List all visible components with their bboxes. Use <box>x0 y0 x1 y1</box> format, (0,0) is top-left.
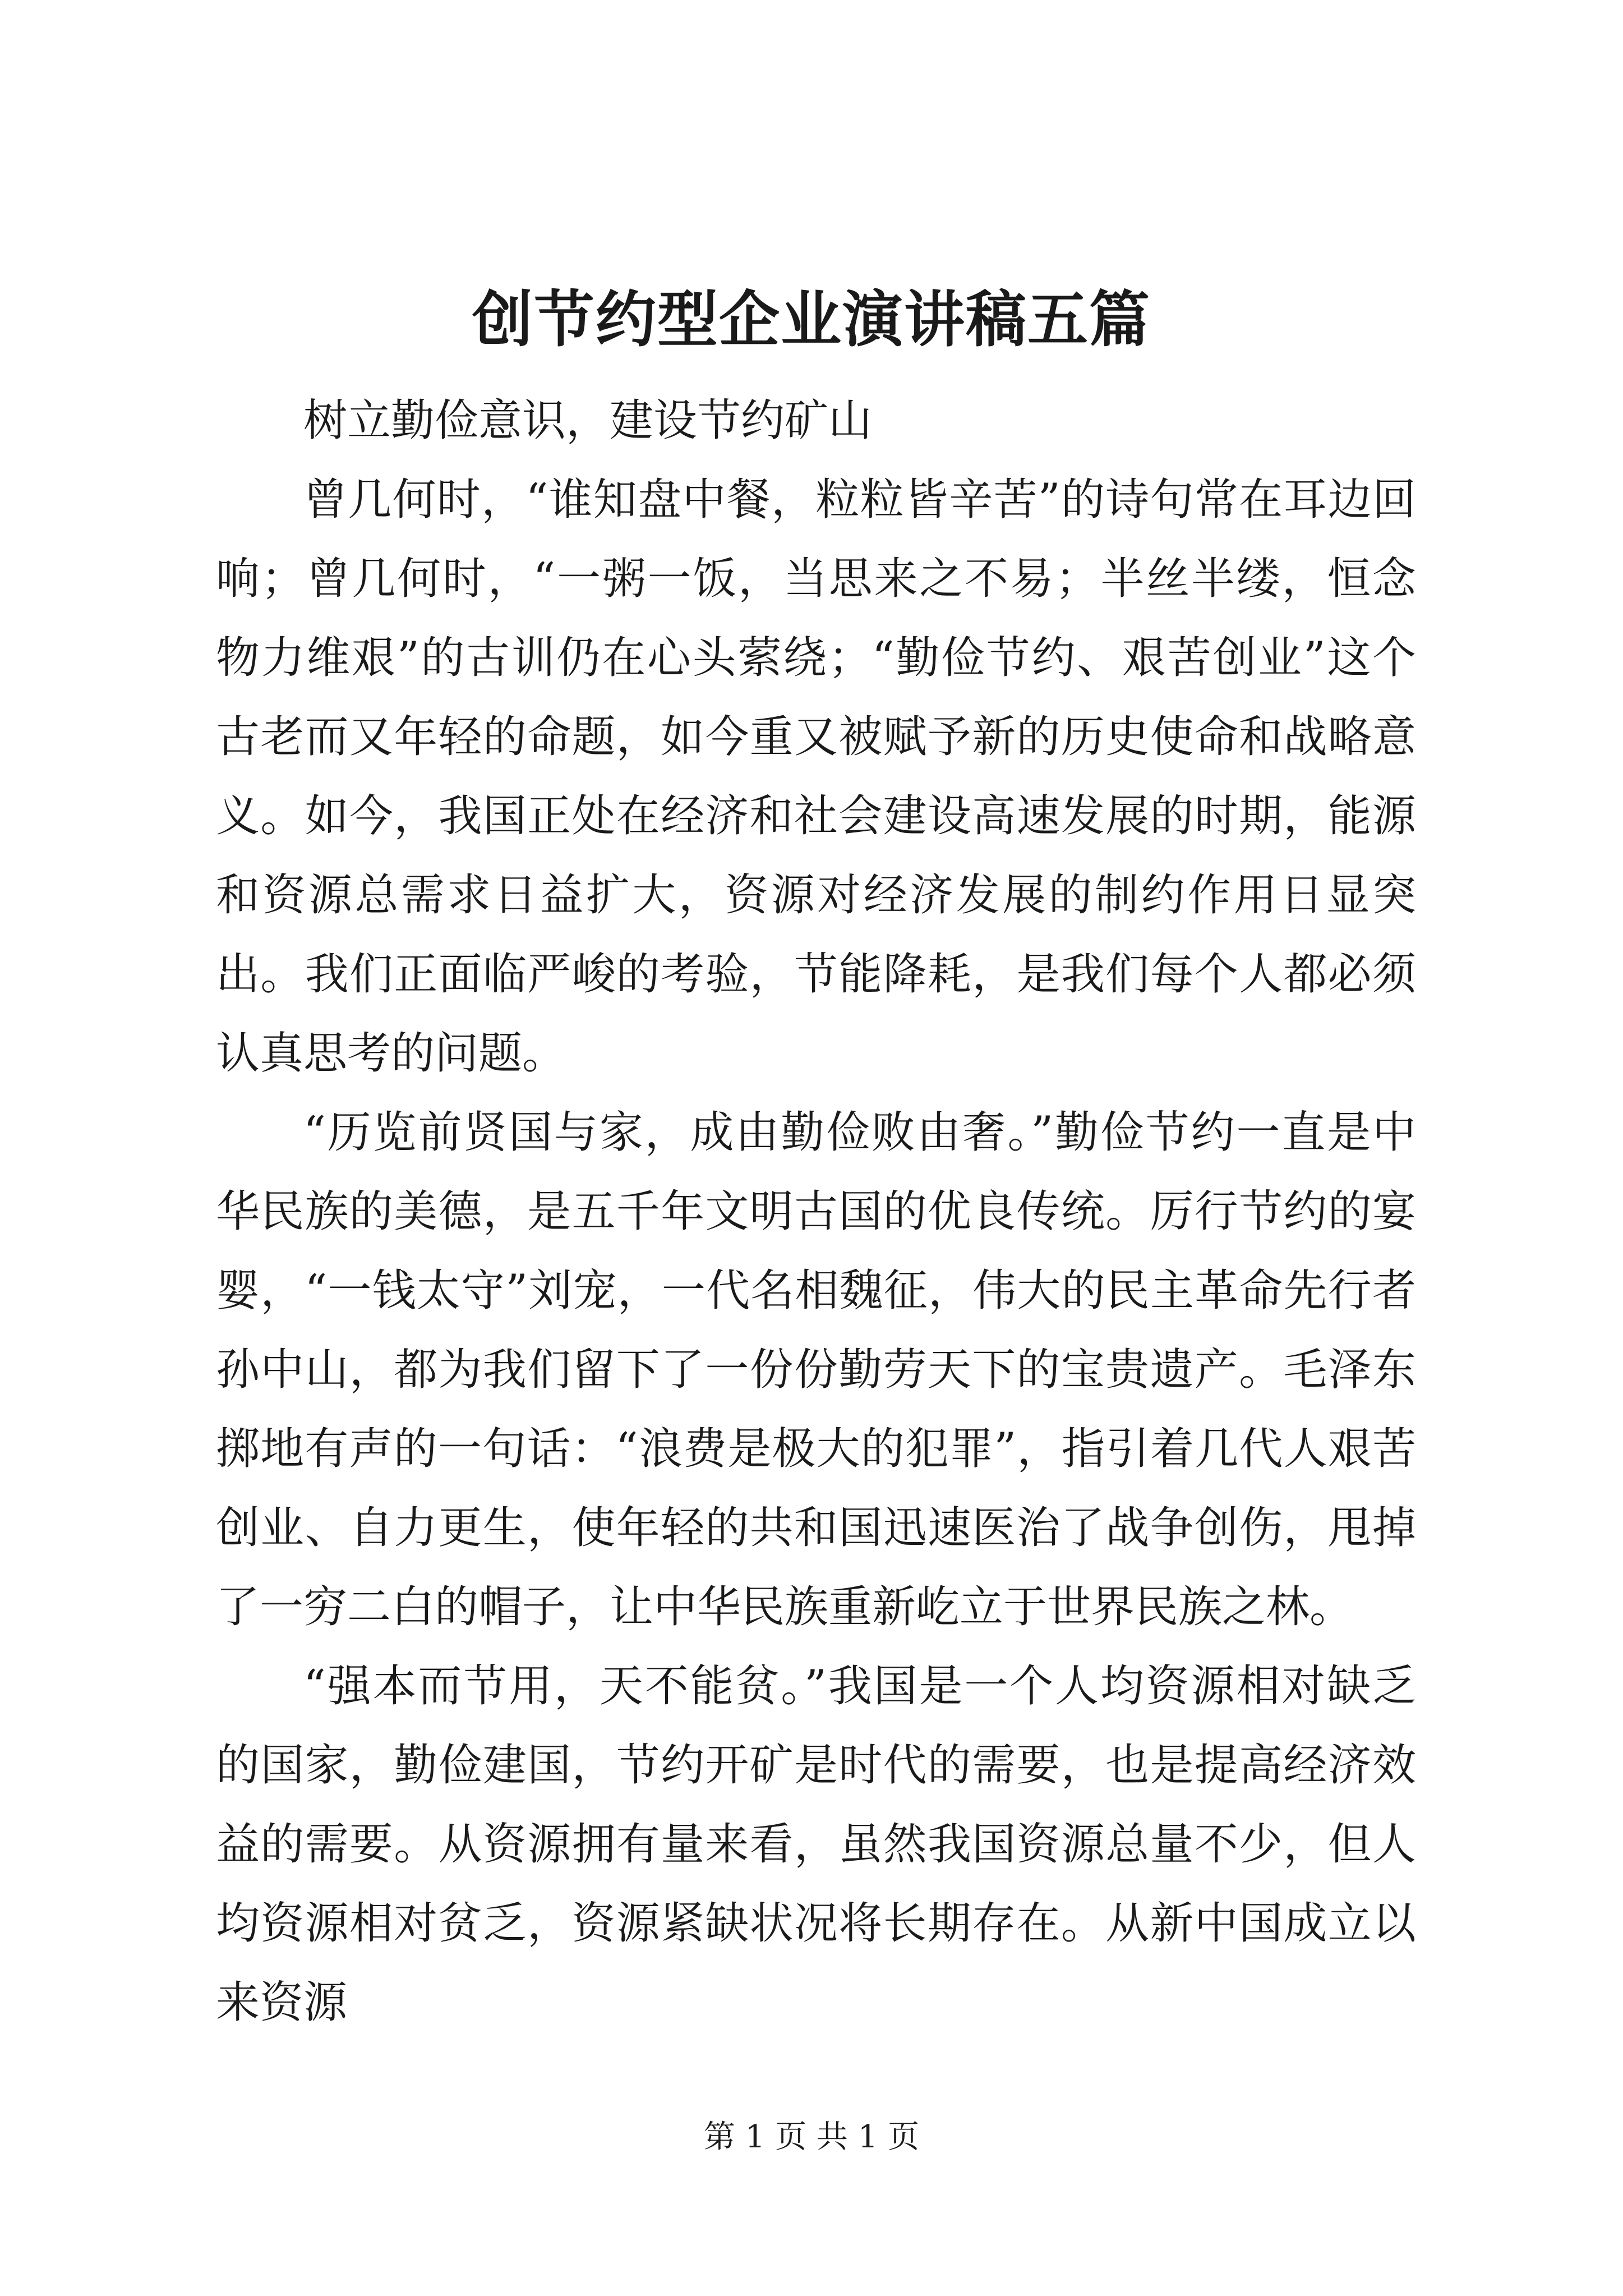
paragraph-1: 曾几何时，“谁知盘中餐，粒粒皆辛苦”的诗句常在耳边回响；曾几何时，“一粥一饭，当思来之不易；半丝半缕，恒念物力维艰”的古训仍在心头萦绕；“勤俭节约、艰苦创业”这个古老而又年轻的命题，如今重又被赋予新的历史使命和战略意义。如今，我国正处在经济和社会建设高速发展的时期，能源和资源总需求日益扩大，资源对经济发展的制约作用日显突出。我们正面临严峻的考验，节能降耗，是我们每个人都必须认真思考的问题。 <box>216 475 1416 1079</box>
paragraph-2: “历览前贤国与家，成由勤俭败由奢。”勤俭节约一直是中华民族的美德，是五千年文明古国的优良传统。厉行节约的宴婴，“一钱太守”刘宠，一代名相魏征，伟大的民主革命先行者孙中山，都为我们留下了一份份勤劳天下的宝贵遗产。毛泽东掷地有声的一句话：“浪费是极大的犯罪”，指引着几代人艰苦创业、自力更生，使年轻的共和国迅速医治了战争创伤，甩掉了一穷二白的帽子，让中华民族重新屹立于世界民族之林。 <box>216 1107 1416 1632</box>
page-footer: 第 1 页 共 1 页 <box>703 2119 920 2155</box>
paragraph-3: “强本而节用，天不能贫。”我国是一个人均资源相对缺乏的国家，勤俭建国，节约开矿是时代的需要，也是提高经济效益的需要。从资源拥有量来看，虽然我国资源总量不少，但人均资源相对贫乏，资源紧缺状况将长期存在。从新中国成立以来资源 <box>216 1661 1416 2028</box>
document-title: 创节约型企业演讲稿五篇 <box>472 284 1151 355</box>
document-subtitle: 树立勤俭意识，建设节约矿山 <box>303 395 873 446</box>
document-body <box>216 381 1416 2042</box>
